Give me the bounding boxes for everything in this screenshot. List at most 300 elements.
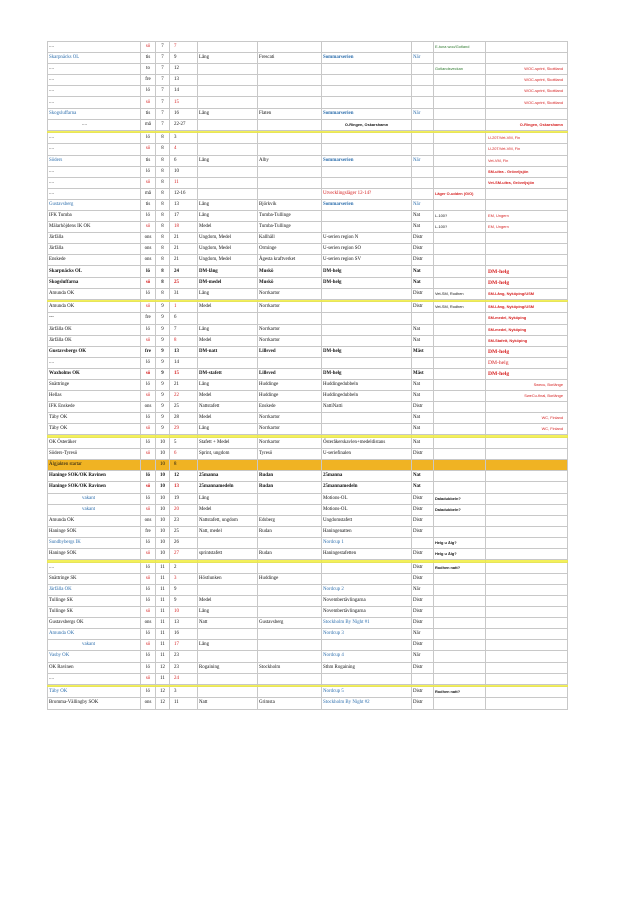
international-cell: Vet-VM, Fin [486,155,568,166]
date-cell: 20 [170,504,198,515]
place-cell: Lillsved [258,368,322,379]
international-cell: DM-helg [486,277,568,288]
international-cell [486,460,568,471]
weekday-cell: lö [141,266,156,277]
series-cell: Nordcup 1 [322,537,412,548]
date-cell: 23 [170,515,198,526]
month-cell: 11 [156,607,170,618]
date-cell: 10 [170,607,198,618]
note-cell: Helg u Älg? [434,549,486,560]
place-cell [258,64,322,75]
date-cell: 11 [170,177,198,188]
place-cell: Muskö [258,266,322,277]
level-cell: Distr [412,640,434,651]
note-cell [434,482,486,493]
level-cell: När [412,155,434,166]
level-cell: Distr [412,595,434,606]
weekday-cell: ons [141,402,156,413]
series-cell: Sommarserien [322,53,412,64]
table-row [48,211,568,222]
series-cell [322,640,412,651]
note-cell [434,618,486,629]
type-cell: DM-medel [198,277,258,288]
international-cell: DM-helg [486,346,568,357]
note-cell [434,357,486,368]
type-cell [198,86,258,97]
date-cell: 21 [170,255,198,266]
weekday-cell: lö [141,537,156,548]
organizer-cell: .... [48,64,141,75]
note-cell [434,471,486,482]
international-cell: WC, Finland [486,413,568,424]
weekday-cell: lö [141,629,156,640]
series-cell: Nordcup 5 [322,687,412,698]
table-row [48,662,568,673]
note-cell [434,438,486,449]
organizer-cell: IFK Tumba [48,211,141,222]
place-cell [258,562,322,573]
organizer-cell: OK Ravinen [48,662,141,673]
note-cell [434,424,486,435]
date-cell: 15 [170,97,198,108]
organizer-cell: Täby OK [48,687,141,698]
place-cell: Tumba-Tullinge [258,211,322,222]
place-cell: Norrkartor [258,288,322,299]
date-cell: 22-27 [170,119,198,130]
level-cell [412,144,434,155]
month-cell: 9 [156,380,170,391]
table-row [48,640,568,651]
weekday-cell: sö [141,97,156,108]
level-cell: Nat [412,380,434,391]
series-cell: Haningestafetten [322,549,412,560]
table-row [48,537,568,548]
organizer-cell: IFK Enskede [48,402,141,413]
type-cell: Medel [198,302,258,313]
organizer-cell: Snättringe [48,380,141,391]
month-cell: 7 [156,53,170,64]
table-row [48,549,568,560]
month-cell: 7 [156,108,170,119]
organizer-cell: Snättringe SK [48,573,141,584]
organizer-cell: .... [48,97,141,108]
note-cell [434,391,486,402]
note-cell: Gotlandsveckan [434,64,486,75]
level-cell: Distr [412,562,434,573]
weekday-cell: sö [141,368,156,379]
note-cell [434,324,486,335]
month-cell: 12 [156,698,170,709]
international-cell: WC, Finland [486,424,568,435]
weekday-cell: sö [141,607,156,618]
type-cell: Lång [198,155,258,166]
weekday-cell: lö [141,166,156,177]
level-cell: Nat [412,335,434,346]
month-cell: 10 [156,482,170,493]
weekday-cell: sö [141,144,156,155]
international-cell [486,233,568,244]
organizer-cell: Sundbybergs IK [48,537,141,548]
weekday-cell: lö [141,288,156,299]
weekday-cell: tis [141,155,156,166]
organizer-cell: OK Österåker [48,438,141,449]
level-cell: Nat [412,438,434,449]
place-cell: Tyresö [258,449,322,460]
type-cell: Lång [198,640,258,651]
international-cell: SM-medel, Nyköping [486,324,568,335]
type-cell: Lång [198,211,258,222]
month-cell: 9 [156,368,170,379]
note-cell [434,629,486,640]
place-cell: Rudan [258,526,322,537]
type-cell: 25manna [198,471,258,482]
weekday-cell: sö [141,391,156,402]
weekday-cell: tis [141,199,156,210]
weekday-cell: lö [141,651,156,662]
note-cell [434,402,486,413]
table-row [48,357,568,368]
date-cell: 14 [170,357,198,368]
place-cell: Huddinge [258,573,322,584]
month-cell: 8 [156,199,170,210]
date-cell: 28 [170,413,198,424]
international-cell [486,471,568,482]
date-cell: 31 [170,288,198,299]
weekday-cell: lö [141,438,156,449]
level-cell: Mäst [412,346,434,357]
series-cell: Sommarserien [322,199,412,210]
date-cell: 24 [170,673,198,684]
organizer-cell: vakant [48,504,141,515]
type-cell: Medel [198,413,258,424]
note-cell [434,662,486,673]
table-row [48,222,568,233]
date-cell: 21 [170,233,198,244]
international-cell [486,698,568,709]
organizer-cell: Söders [48,155,141,166]
organizer-cell: Haninge SOK/OK Ravinen [48,482,141,493]
date-cell: 24 [170,266,198,277]
organizer-cell: Skarpnäcks OL [48,266,141,277]
weekday-cell: lö [141,662,156,673]
type-cell: Stafett + Medel [198,438,258,449]
place-cell [258,133,322,144]
level-cell [412,357,434,368]
table-row [48,233,568,244]
note-cell [434,673,486,684]
organizer-cell: Mälarhöjdens IK OK [48,222,141,233]
month-cell: 7 [156,75,170,86]
international-cell: DM-helg [486,368,568,379]
place-cell [258,313,322,324]
international-cell [486,438,568,449]
month-cell: 9 [156,413,170,424]
note-cell [434,199,486,210]
type-cell: Medel [198,504,258,515]
series-cell [322,424,412,435]
type-cell: Medel [198,222,258,233]
place-cell: Rudan [258,471,322,482]
weekday-cell: lö [141,133,156,144]
month-cell: 10 [156,438,170,449]
type-cell: Natt [198,698,258,709]
type-cell: Rogaining [198,662,258,673]
weekday-cell: må [141,119,156,130]
type-cell: Ungdom, Medel [198,244,258,255]
table-row [48,673,568,684]
place-cell: Alby [258,155,322,166]
type-cell [198,133,258,144]
type-cell: Lång [198,380,258,391]
series-cell: Novembertävlingarna [322,607,412,618]
weekday-cell: lö [141,562,156,573]
month-cell: 11 [156,595,170,606]
month-cell: 10 [156,526,170,537]
note-cell [434,584,486,595]
date-cell: 10 [170,166,198,177]
organizer-cell: Amunda OK [48,302,141,313]
table-row [48,119,568,130]
series-cell: NattiNatti [322,402,412,413]
type-cell: Medel [198,595,258,606]
month-cell: 11 [156,562,170,573]
date-cell: 27 [170,549,198,560]
organizer-cell: .... [48,119,141,130]
date-cell: 15 [170,368,198,379]
table-row [48,144,568,155]
weekday-cell: lö [141,595,156,606]
note-cell [434,177,486,188]
note-cell [434,108,486,119]
note-cell [434,166,486,177]
organizer-cell: Täby OK [48,413,141,424]
place-cell: Kallhäll [258,233,322,244]
table-row [48,302,568,313]
table-row [48,618,568,629]
type-cell: Lång [198,493,258,504]
month-cell: 9 [156,324,170,335]
month-cell: 8 [156,266,170,277]
month-cell: 8 [156,244,170,255]
date-cell: 3 [170,687,198,698]
level-cell [412,97,434,108]
table-row [48,698,568,709]
level-cell [412,64,434,75]
international-cell: WOC-sprint, Skottland [486,86,568,97]
date-cell: 12 [170,471,198,482]
table-row [48,526,568,537]
table-row [48,324,568,335]
date-cell: 26 [170,537,198,548]
month-cell: 9 [156,424,170,435]
table-row [48,277,568,288]
date-cell: 25 [170,402,198,413]
weekday-cell: sö [141,449,156,460]
type-cell: Lång [198,199,258,210]
international-cell [486,515,568,526]
weekday-cell: fre [141,313,156,324]
level-cell: Distr [412,618,434,629]
international-cell [486,584,568,595]
date-cell: 23 [170,651,198,662]
organizer-cell: vakant [48,493,141,504]
organizer-cell: Bromma-Vällingby SOK [48,698,141,709]
weekday-cell: ons [141,698,156,709]
note-cell [434,97,486,108]
table-row [48,97,568,108]
month-cell: 7 [156,64,170,75]
series-cell: Österåkerskavlen+medeldistans [322,438,412,449]
level-cell [412,86,434,97]
international-cell: WOC-sprint, Skottland [486,64,568,75]
note-cell [434,526,486,537]
organizer-cell: .... [48,188,141,199]
weekday-cell: lö [141,687,156,698]
date-cell: 16 [170,108,198,119]
table-row [48,133,568,144]
note-cell [434,698,486,709]
level-cell: Distr [412,607,434,618]
weekday-cell: tis [141,108,156,119]
series-cell: Stockholm By Night #2 [322,698,412,709]
date-cell: 5 [170,438,198,449]
type-cell [198,673,258,684]
table-row [48,493,568,504]
date-cell: 21 [170,380,198,391]
date-cell: 21 [170,244,198,255]
month-cell: 9 [156,357,170,368]
weekday-cell: sö [141,177,156,188]
type-cell [198,537,258,548]
international-cell [486,537,568,548]
table-row [48,108,568,119]
note-cell: L-100? [434,211,486,222]
place-cell: Gustavsberg [258,618,322,629]
level-cell: Distr [412,662,434,673]
month-cell: 11 [156,629,170,640]
place-cell: Norrkartor [258,302,322,313]
weekday-cell [141,460,156,471]
date-cell: 9 [170,595,198,606]
place-cell: Grimsta [258,698,322,709]
weekday-cell: sö [141,673,156,684]
international-cell [486,199,568,210]
type-cell [198,313,258,324]
weekday-cell: ons [141,515,156,526]
international-cell [486,504,568,515]
weekday-cell: sö [141,424,156,435]
type-cell: Medel [198,391,258,402]
level-cell [412,42,434,53]
series-cell: Nordcup 2 [322,584,412,595]
month-cell: 10 [156,471,170,482]
table-row [48,42,568,53]
place-cell [258,97,322,108]
place-cell: Norrkartor [258,413,322,424]
level-cell: Distr [412,687,434,698]
organizer-cell: Hellas [48,391,141,402]
table-row [48,584,568,595]
international-cell: U-20T/Vet-VM, Fin [486,144,568,155]
place-cell: Orminge [258,244,322,255]
level-cell: Mäst [412,368,434,379]
organizer-cell: Gustavsbergs OK [48,618,141,629]
series-cell: Novembertävlingarna [322,595,412,606]
weekday-cell: sö [141,549,156,560]
type-cell [198,97,258,108]
note-cell [434,380,486,391]
date-cell: 13 [170,618,198,629]
type-cell: Lång [198,53,258,64]
level-cell: Nat [412,211,434,222]
place-cell: Norrkartor [258,324,322,335]
note-cell [434,133,486,144]
date-cell: 23 [170,662,198,673]
table-row [48,53,568,64]
place-cell [258,595,322,606]
type-cell: Lång [198,324,258,335]
table-row [48,368,568,379]
type-cell: Lång [198,424,258,435]
level-cell: Distr [412,402,434,413]
organizer-cell: Skarpnäcks OL [48,53,141,64]
series-cell [322,222,412,233]
level-cell: Nat [412,266,434,277]
type-cell [198,75,258,86]
organizer-cell: .... [48,673,141,684]
international-cell: SM-Lång, Nyköping/USM [486,302,568,313]
weekday-cell: sö [141,482,156,493]
place-cell: Björkvik [258,199,322,210]
type-cell: Natt, medel [198,526,258,537]
international-cell: SM-Lång, Nyköping/USM [486,288,568,299]
series-cell: Huddingedubbeln [322,391,412,402]
type-cell: Medel [198,335,258,346]
series-cell: Nordcup 4 [322,651,412,662]
international-cell [486,244,568,255]
place-cell: Norrkartor [258,438,322,449]
level-cell [412,313,434,324]
place-cell [258,42,322,53]
table-row [48,391,568,402]
place-cell [258,493,322,504]
table-row [48,199,568,210]
month-cell: 12 [156,662,170,673]
date-cell: 14 [170,86,198,97]
month-cell: 8 [156,288,170,299]
month-cell: 10 [156,493,170,504]
table-row [48,607,568,618]
international-cell [486,673,568,684]
type-cell: Sprint, ungdom [198,449,258,460]
table-row [48,75,568,86]
table-row [48,244,568,255]
international-cell [486,449,568,460]
note-cell [434,53,486,64]
weekday-cell: lö [141,324,156,335]
series-cell: O-Ringen, Oskarshamn [322,119,412,130]
table-row [48,482,568,493]
level-cell: När [412,199,434,210]
note-cell: Vet-SM, Rodhen [434,288,486,299]
weekday-cell: ons [141,618,156,629]
month-cell: 8 [156,255,170,266]
organizer-cell: Söders-Tyresö [48,449,141,460]
note-cell [434,651,486,662]
level-cell: Nat [412,424,434,435]
month-cell: 9 [156,313,170,324]
type-cell [198,42,258,53]
